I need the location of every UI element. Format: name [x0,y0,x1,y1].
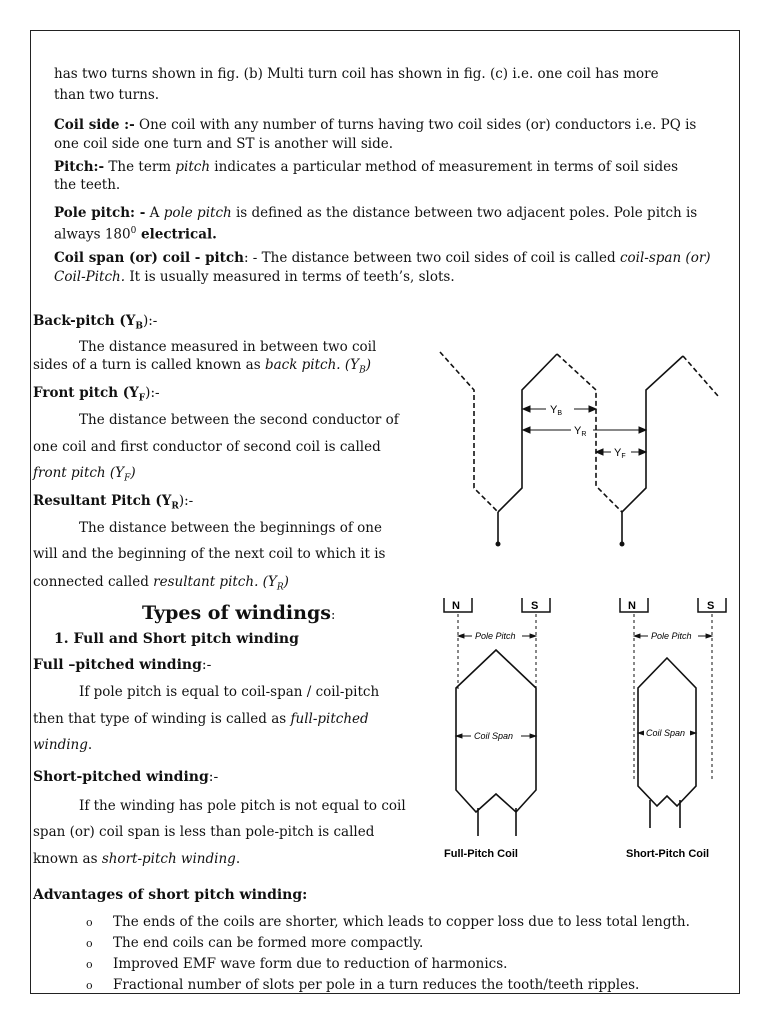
coil-pitch-em: Coil-Pitch. [54,269,126,285]
coil-span-arrow-head [456,734,462,738]
short-pitched-end: :- [208,769,219,785]
resultant-pitch-end: ):- [178,493,194,509]
south-label-left: S [531,600,539,612]
short-pitched-period: . [235,851,241,867]
coil-span-label-left: Coil Span [474,731,514,741]
back-pitch-em-end: ) [365,357,371,373]
advantage-text: Improved EMF wave form due to reduction of harmonics. [113,956,508,972]
terminal-dot-left [496,542,501,547]
advantages-heading: Advantages of short pitch winding: [33,887,308,903]
resultant-pitch-line-1: The distance between the beginnings of one [79,520,382,536]
pitch-diagram [436,348,726,553]
advantage-item [86,933,690,954]
full-pitched-line-3 [33,736,92,755]
full-pitched-line-1: If pole pitch is equal to coil-span / coil-pitch [79,684,380,700]
pole-pitch-label-right: Pole Pitch [651,631,692,641]
yb-arrow-head-left [523,406,530,412]
coil-span-arrow-head [530,734,536,738]
coil-solid-right [622,356,683,512]
north-label-left: N [452,600,460,612]
pitch-line-1 [54,158,678,177]
pole-pitch-arrow-head [530,634,536,638]
bullet-icon: o [86,958,93,971]
short-pitch-caption: Short-Pitch Coil [626,848,710,860]
coil-span-post: It is usually measured in terms of teeth’s, slots. [125,269,455,285]
pole-pitch-arrow-head [706,634,712,638]
front-pitch-line-2: one coil and first conductor of second coil is called [33,439,381,455]
terminal-dot-right [620,542,625,547]
types-item-1: 1. Full and Short pitch winding [54,631,299,647]
yb-label: YB [550,404,563,417]
pole-pitch-pre: A [145,205,164,221]
full-pitched-heading [33,656,211,675]
north-label-right: N [628,600,636,612]
full-pitched-label: Full –pitched winding [33,657,202,673]
front-pitch-label: Front pitch (Y [33,385,139,401]
resultant-pitch-label: Resultant Pitch (Y [33,493,172,509]
back-pitch-pre: sides of a turn is called known as [33,357,265,373]
bullet-icon: o [86,916,93,929]
yr-arrow-head-right [639,427,646,433]
advantage-text: The end coils can be formed more compactly. [113,935,424,951]
pole-pitch-label-left: Pole Pitch [475,631,516,641]
coil-side-line-2: one coil side one turn and ST is another will side. [54,136,393,152]
full-pitched-period: . [87,737,93,753]
full-pitched-line-2 [33,710,369,729]
resultant-pitch-pre: connected called [33,574,154,590]
intro-line-2: than two turns. [54,87,160,103]
resultant-pitch-em-sub: R [276,582,284,593]
back-pitch-line-1: The distance measured in between two coil [79,339,377,355]
coil-side-line-1 [54,116,696,135]
pitch-line-2: the teeth. [54,177,121,193]
types-heading-colon: : [330,608,336,623]
short-pitched-heading [33,768,218,787]
intro-line-1: has two turns shown in fig. (b) Multi turn coil has shown in fig. (c) i.e. one coil has more [54,66,659,82]
back-pitch-label: Back-pitch (Y [33,313,136,329]
pole-pitch-label: Pole pitch: - [54,205,146,221]
pole-pitch-arrow-head [634,634,640,638]
types-heading [142,601,335,628]
advantage-text: The ends of the coils are shorter, which leads to copper loss due to less total length. [113,914,690,930]
yr-arrow-head-left [523,427,530,433]
short-pitched-em: short-pitch winding [101,851,236,867]
coil-span-arrow-head [690,731,696,735]
short-pitched-pre: known as [33,851,102,867]
back-pitch-end: ):- [142,313,158,329]
degree-sup: 0 [130,226,137,236]
short-pitched-line-1: If the winding has pole pitch is not equal to coil [79,798,406,814]
back-pitch-em: back pitch. (Y [264,357,360,373]
short-pitched-line-3 [33,850,240,869]
pole-pitch-line-2 [54,222,217,245]
resultant-pitch-line-2: will and the beginning of the next coil to which it is [33,546,386,562]
back-pitch-sub: B [135,321,143,332]
yf-label: YF [614,447,626,460]
yf-arrow-head-right [639,449,646,455]
bullet-icon: o [86,979,93,992]
advantage-item [86,975,690,996]
coil-comparison-diagram [436,590,736,862]
front-pitch-em-end: ) [130,465,136,481]
short-pitched-label: Short-pitched winding [33,769,209,785]
full-pitched-winding-em: winding [33,737,88,753]
south-label-right: S [707,600,715,612]
short-pitched-line-2: span (or) coil span is less than pole-pitch is called [33,824,375,840]
advantage-item [86,912,690,933]
full-pitched-pre: then that type of winding is called as [33,711,291,727]
coil-span-pre: : - The distance between two coil sides of coil is called [243,250,620,266]
coil-span-line-2 [54,268,455,287]
advantages-list [86,912,690,996]
pole-pitch-always: always 180 [54,226,131,243]
full-pitched-end: :- [201,657,212,673]
resultant-pitch-heading [33,492,193,517]
front-pitch-line-3 [33,464,136,489]
pole-pitch-arrow-head [458,634,464,638]
coil-span-line-1 [54,249,711,268]
front-pitch-em-sub: F [124,473,131,484]
yr-label: YR [574,425,587,438]
coil-span-label: Coil span (or) coil - pitch [54,250,244,266]
coil-span-label-right: Coil Span [646,728,686,738]
yb-arrow-head-right [589,406,596,412]
full-pitch-caption: Full-Pitch Coil [444,848,518,860]
front-pitch-heading [33,384,160,409]
resultant-pitch-line-3 [33,573,289,598]
front-pitch-line-1: The distance between the second conductor of [79,412,399,428]
pole-pitch-post: is defined as the distance between two adjacent poles. Pole pitch is [231,205,698,221]
coil-span-em: coil-span (or) [619,250,711,266]
pitch-post: indicates a particular method of measurement in terms of soil sides [210,159,679,175]
back-pitch-em-sub: B [359,365,366,376]
coil-span-arrow-head [638,731,644,735]
resultant-pitch-em: resultant pitch. (Y [153,574,277,590]
back-pitch-heading [33,312,157,337]
front-pitch-em: front pitch (Y [33,465,125,481]
advantage-text: Fractional number of slots per pole in a turn reduces the tooth/teeth ripples. [113,977,640,993]
pole-pitch-em: pole pitch [163,205,232,221]
coil-dashed-left [440,352,498,512]
types-heading-text: Types of windings [142,602,331,624]
front-pitch-sub: F [138,393,146,404]
full-pitched-em: full-pitched [290,711,369,727]
pole-pitch-electrical: electrical. [136,226,217,243]
resultant-pitch-em-end: ) [283,574,289,590]
advantage-item [86,954,690,975]
pitch-label: Pitch:- [54,159,105,175]
pitch-pre: The term [104,159,176,175]
back-pitch-line-2 [33,356,371,381]
yf-arrow-head-left [596,449,603,455]
pitch-em: pitch [175,159,211,175]
bullet-icon: o [86,937,93,950]
coil-side-label: Coil side :- [54,117,135,133]
resultant-pitch-sub: R [171,501,179,512]
coil-solid-left [498,354,557,512]
coil-dashed-right [683,356,718,396]
pole-pitch-line-1 [54,204,697,223]
front-pitch-end: ):- [145,385,160,401]
coil-side-text: One coil with any number of turns having two coil sides (or) conductors i.e. PQ is [134,117,697,133]
